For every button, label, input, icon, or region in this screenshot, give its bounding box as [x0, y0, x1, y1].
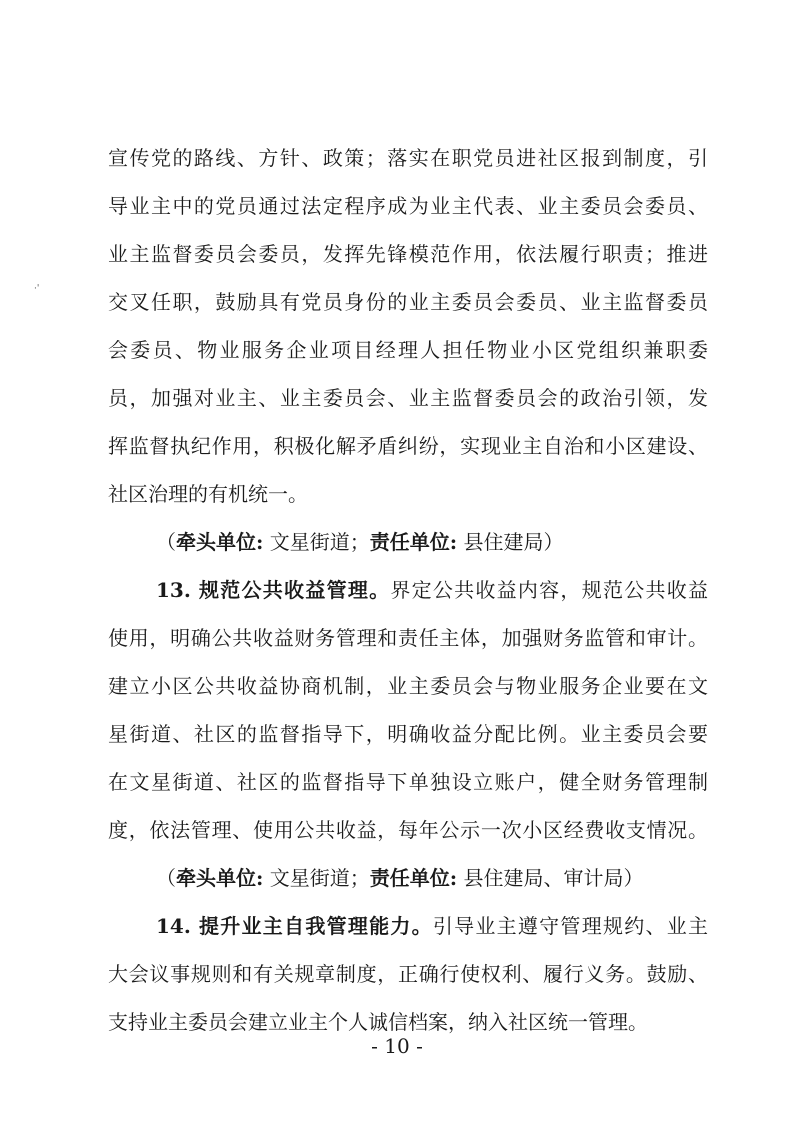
- paragraph-line: 员，加强对业主、业主委员会、业主监督委员会的政治引领，发: [108, 386, 708, 410]
- responsibility-note: [156, 864, 708, 892]
- paragraph-line: 宣传党的路线、方针、政策；落实在职党员进社区报到制度，引: [108, 146, 708, 170]
- responsible-unit-value: 县住建局、审计局）: [457, 866, 644, 890]
- paragraph-line: 使用，明确公共收益财务管理和责任主体，加强财务监管和审计。: [108, 626, 708, 650]
- lead-unit-label: 牵头单位:: [176, 866, 264, 890]
- item-14-heading: 14. 提升业主自我管理能力。: [156, 914, 433, 938]
- paragraph-line: 挥监督执纪作用，积极化解矛盾纠纷，实现业主自治和小区建设、: [108, 434, 708, 458]
- lead-unit-value: 文星街道；: [263, 866, 370, 890]
- item-13-heading: 13. 规范公共收益管理。: [156, 578, 391, 602]
- lead-unit-value: 文星街道；: [263, 530, 370, 554]
- paragraph-line: 会委员、物业服务企业项目经理人担任物业小区党组织兼职委: [108, 338, 708, 362]
- paragraph-line: 导业主中的党员通过法定程序成为业主代表、业主委员会委员、: [108, 194, 708, 218]
- paragraph-line: 大会议事规则和有关规章制度，正确行使权利、履行义务。鼓励、: [108, 962, 708, 986]
- paragraph-line: 度，依法管理、使用公共收益，每年公示一次小区经费收支情况。: [108, 818, 708, 842]
- paragraph-line: 建立小区公共收益协商机制，业主委员会与物业服务企业要在文: [108, 674, 708, 698]
- scan-artifact-mark: ·': [34, 284, 40, 294]
- responsible-unit-label: 责任单位:: [369, 530, 458, 554]
- paragraph-line: 支持业主委员会建立业主个人诚信档案，纳入社区统一管理。: [108, 1010, 648, 1034]
- lead-unit-label: 牵头单位:: [176, 530, 264, 554]
- paragraph-line: 在文星街道、社区的监督指导下单独设立账户，健全财务管理制: [108, 770, 708, 794]
- item-14-text: 引导业主遵守管理规约、业主: [432, 914, 708, 938]
- item-13-first-line: [156, 576, 708, 604]
- item-13-text: 界定公共收益内容，规范公共收益: [390, 578, 708, 602]
- paragraph-line: 星街道、社区的监督指导下，明确收益分配比例。业主委员会要: [108, 722, 708, 746]
- paragraph-line: 业主监督委员会委员，发挥先锋模范作用，依法履行职责；推进: [108, 242, 708, 266]
- paragraph-line: 社区治理的有机统一。: [108, 482, 308, 506]
- responsibility-note: [156, 528, 708, 556]
- item-14-first-line: [156, 912, 708, 940]
- responsible-unit-label: 责任单位:: [369, 866, 458, 890]
- paren-open: （: [156, 530, 176, 554]
- paragraph-line: 交叉任职，鼓励具有党员身份的业主委员会委员、业主监督委员: [108, 290, 708, 314]
- page-number: - 10 -: [371, 1034, 423, 1058]
- paren-open: （: [156, 866, 176, 890]
- responsible-unit-value: 县住建局）: [457, 530, 564, 554]
